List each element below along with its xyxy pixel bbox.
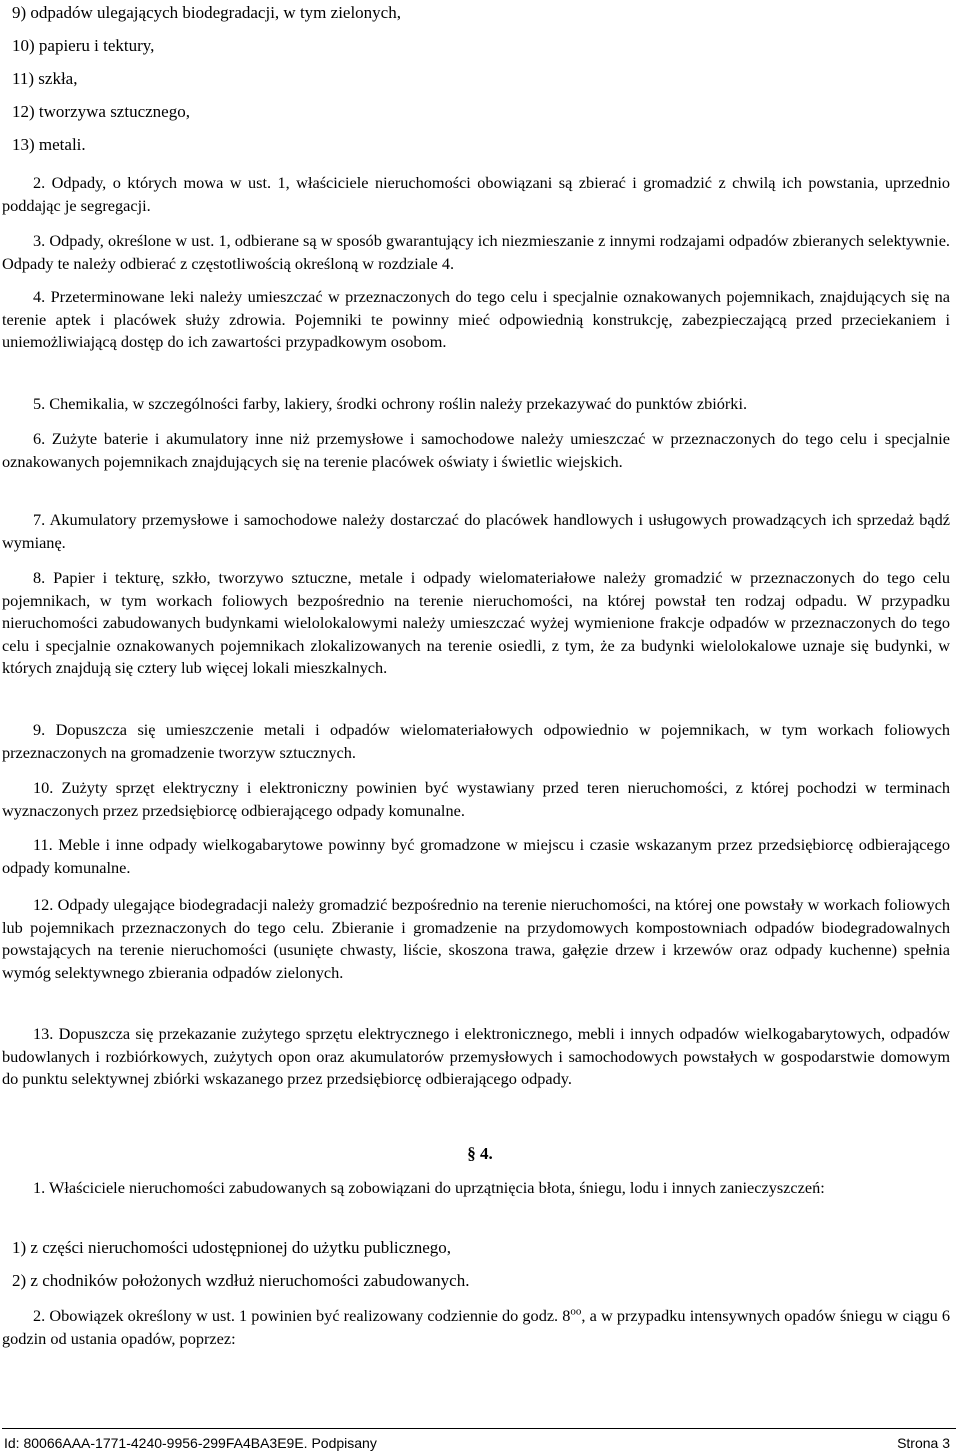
- superscript: oo: [570, 1305, 582, 1318]
- list-item: 13) metali.: [12, 135, 86, 154]
- section4-paragraph-2: [2, 1305, 950, 1350]
- section4-paragraph-1: 1. Właściciele nieruchomości zabudowanych są zobowiązani do uprzątnięcia błota, śniegu, lodu i innych zanieczyszczeń:: [33, 1178, 825, 1197]
- list-item: 9) odpadów ulegających biodegradacji, w tym zielonych,: [12, 3, 401, 22]
- paragraph-7: 7. Akumulatory przemysłowe i samochodowe należy dostarczać do placówek handlowych i usługowych prowadzących ich sprzedaż bądź wymianę.: [2, 510, 950, 552]
- paragraph-9: 9. Dopuszcza się umieszczenie metali i odpadów wielomateriałowych odpowiednio w pojemnikach, w tym workach foliowych przeznaczonych na gromadzenie tworzyw sztucznych.: [2, 720, 950, 762]
- paragraph-11: 11. Meble i inne odpady wielkogabarytowe powinny być gromadzone w miejscu i czasie wskazanym przez przedsiębiorcę odbierającego odpady komunalne.: [2, 835, 950, 877]
- paragraph-4: 4. Przeterminowane leki należy umieszczać w przeznaczonych do tego celu i specjalnie oznakowanych pojemnikach, znajdujących się na terenie aptek i placówek służy zdrowia. Pojemniki te powinny mieć odpowiednią konstrukcję, zabezpieczającą przed przeciekaniem i uniemożliwiającą dostęp do ich zawartości przypadkowym osobom.: [2, 287, 950, 352]
- footer-divider: [2, 1428, 956, 1429]
- footer-document-id: Id: 80066AAA-1771-4240-9956-299FA4BA3E9E. Podpisany: [4, 1435, 377, 1451]
- paragraph-5: 5. Chemikalia, w szczególności farby, lakiery, środki ochrony roślin należy przekazywać do punktów zbiórki.: [33, 394, 748, 413]
- paragraph-12: 12. Odpady ulegające biodegradacji należy gromadzić bezpośrednio na terenie nieruchomości, na której one powstały w workach foliowych lub pojemnikach przeznaczonych do tego celu. Zbieranie i gromadzenie na przydomowych kompostowniach odpadów biodegradowalnych powstających na terenie nieruchomości (usunięte chwasty, liście, skoszona trawa, gałęzie drzew i krzewów oraz odpady kuchenne) spełnia wymóg selektywnego zbierania odpadów zielonych.: [2, 895, 950, 982]
- footer-page-number: Strona 3: [897, 1435, 950, 1451]
- section-heading-text: § 4.: [467, 1144, 493, 1163]
- paragraph-3: 3. Odpady, określone w ust. 1, odbierane są w sposób gwarantujący ich niezmieszanie z innymi rodzajami odpadów zbieranych selektywnie. Odpady te należy odbierać z częstotliwością określoną w rozdziale 4.: [2, 231, 950, 273]
- paragraph-6: 6. Zużyte baterie i akumulatory inne niż przemysłowe i samochodowe należy umieszczać w przeznaczonych do tego celu i specjalnie oznakowanych pojemnikach znajdujących się na terenie placówek oświaty i świetlic wiejskich.: [2, 429, 950, 471]
- list-item: 1) z części nieruchomości udostępnionej do użytku publicznego,: [12, 1238, 452, 1257]
- list-item: 10) papieru i tektury,: [12, 36, 155, 55]
- list-item: 12) tworzywa sztucznego,: [12, 102, 190, 121]
- paragraph-10: 10. Zużyty sprzęt elektryczny i elektroniczny powinien być wystawiany przed teren nieruchomości, z której pochodzi w terminach wyznaczonych przez przedsiębiorcę odbierającego odpady komunalne.: [2, 778, 950, 820]
- section-heading: [0, 1144, 960, 1164]
- paragraph-2: 2. Odpady, o których mowa w ust. 1, właściciele nieruchomości obowiązani są zbierać i gromadzić z chwilą ich powstania, uprzednio poddając je segregacji.: [2, 173, 950, 215]
- paragraph-text: 2. Obowiązek określony w ust. 1 powinien być realizowany codziennie do godz. 8: [33, 1306, 571, 1325]
- list-item: 2) z chodników położonych wzdłuż nieruchomości zabudowanych.: [12, 1271, 470, 1290]
- list-item: 11) szkła,: [12, 69, 78, 88]
- paragraph-13: 13. Dopuszcza się przekazanie zużytego sprzętu elektrycznego i elektronicznego, mebli i innych odpadów wielkogabarytowych, odpadów budowlanych i rozbiórkowych, zużytych opon oraz akumulatorów przemysłowych i samochodowych powstałych w gospodarstwie domowym do punktu selektywnej zbiórki wskazanego przez przedsiębiorcę odbierającego odpady.: [2, 1024, 950, 1089]
- paragraph-text: , a w przypadku intensywnych opadów śniegu w ciągu 6 godzin od ustania opadów, poprzez:: [2, 1306, 950, 1348]
- paragraph-8: 8. Papier i tekturę, szkło, tworzywo sztuczne, metale i odpady wielomateriałowe należy gromadzić w przeznaczonych do tego celu pojemnikach, w tym workach foliowych bezpośrednio na terenie nieruchomości, na której powstał ten rodzaj odpadu. W przypadku nieruchomości zabudowanych budynkami wielolokalowymi należy umieszczać wyżej wymienione frakcje odpadów w przeznaczonych do tego celu i specjalnie oznakowanych pojemnikach zlokalizowanych na terenie osiedli, z tym, że za budynki wielolokalowe uznaje się budynki, w których znajdują się cztery lub więcej lokali mieszkalnych.: [2, 568, 950, 678]
